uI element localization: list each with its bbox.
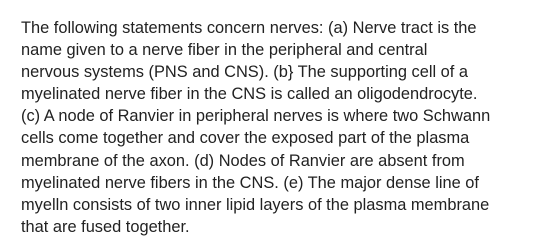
- question-line: that are fused together.: [21, 217, 190, 236]
- question-line: (c) A node of Ranvier in peripheral nerves is where two Schwann: [21, 107, 491, 126]
- question-line: The following statements concern nerves: (a) Nerve tract is the: [21, 19, 477, 37]
- question-line: membrane of the axon. (d) Nodes of Ranvier are absent from: [21, 151, 465, 170]
- question-text: [21, 17, 549, 238]
- question-line: myelln consists of two inner lipid layers of the plasma membrane: [21, 195, 490, 214]
- question-line: name given to a nerve fiber in the peripheral and central: [21, 41, 428, 60]
- question-line: nervous systems (PNS and CNS). (b} The supporting cell of a: [21, 63, 468, 82]
- question-line: myelinated nerve fibers in the CNS. (e) The major dense line of: [21, 173, 479, 192]
- question-line: cells come together and cover the exposed part of the plasma: [21, 129, 470, 148]
- question-line: myelinated nerve fiber in the CNS is called an oligodendrocyte.: [21, 85, 478, 104]
